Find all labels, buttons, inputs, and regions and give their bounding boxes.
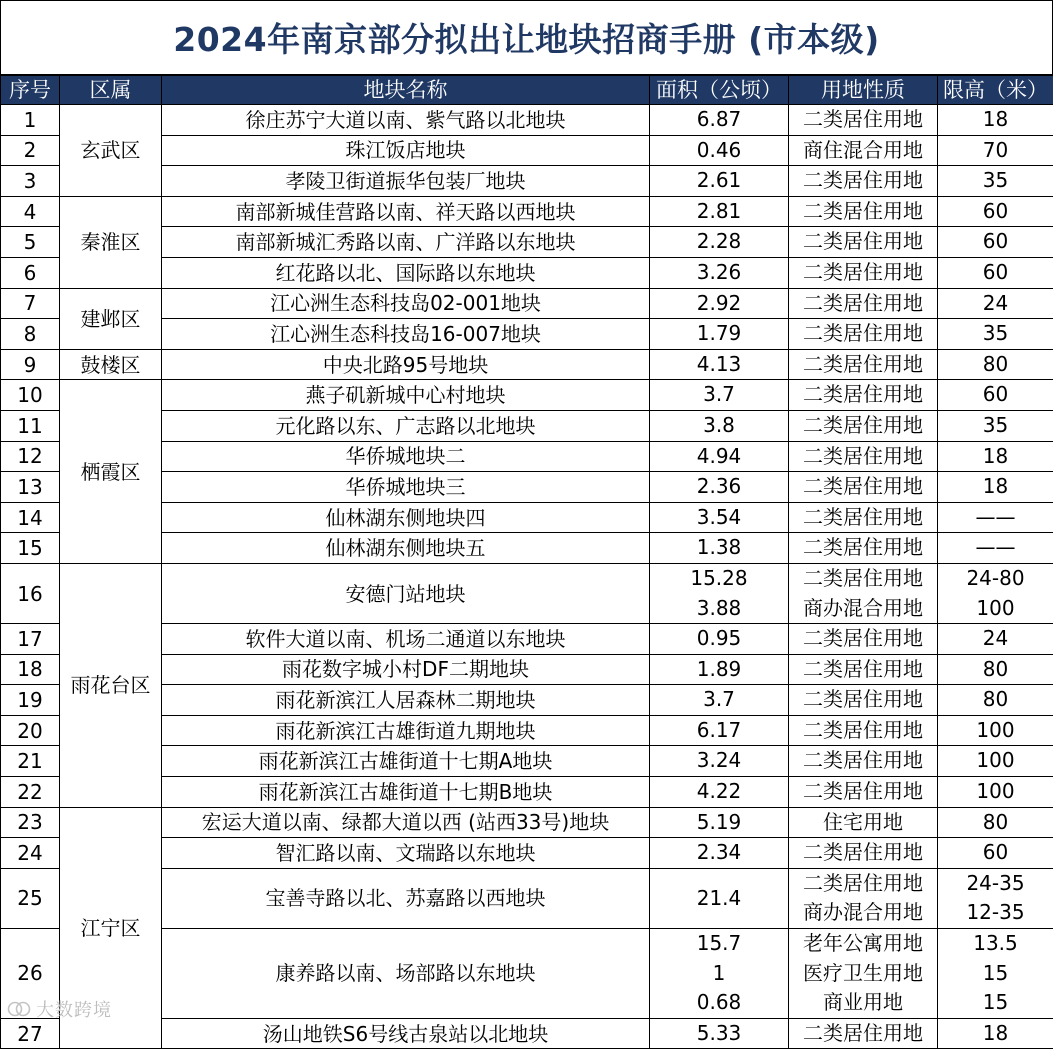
seq-cell: 11: [1, 410, 60, 441]
seq-cell: 14: [1, 502, 60, 533]
land-use-cell: [789, 807, 938, 838]
land-use-cell: [789, 624, 938, 655]
district-cell: 玄武区: [60, 105, 162, 197]
seq-cell: 9: [1, 349, 60, 380]
land-use-cell: [789, 472, 938, 503]
height-limit-cell-line: 80: [938, 685, 1053, 715]
seq-cell: 24: [1, 838, 60, 869]
height-limit-cell-line: 24: [938, 624, 1053, 654]
seq-cell: 19: [1, 685, 60, 716]
height-limit-cell: [938, 472, 1053, 503]
area-cell: [650, 838, 789, 869]
seq-cell: 18: [1, 654, 60, 685]
table-row: [1, 349, 1053, 380]
area-cell-line: 2.34: [650, 838, 788, 868]
height-limit-cell-line: 60: [938, 197, 1053, 227]
parcel-name-cell: 孝陵卫街道振华包装厂地块: [162, 166, 650, 197]
height-limit-cell: [938, 349, 1053, 380]
land-use-cell-line: 商住混合用地: [789, 136, 937, 166]
height-limit-cell: [938, 624, 1053, 655]
area-cell: [650, 929, 789, 1019]
land-use-cell: [789, 777, 938, 808]
land-use-cell: [789, 166, 938, 197]
area-cell-line: 15.28: [650, 564, 788, 594]
table-row: [1, 105, 1053, 136]
land-use-cell: [789, 196, 938, 227]
area-cell-line: 3.88: [650, 594, 788, 624]
land-use-cell: [789, 654, 938, 685]
parcel-name-cell: 红花路以北、国际路以东地块: [162, 257, 650, 288]
height-limit-cell: [938, 257, 1053, 288]
seq-cell: 3: [1, 166, 60, 197]
area-cell-line: 6.17: [650, 716, 788, 746]
area-cell-line: 4.94: [650, 442, 788, 472]
seq-cell: 26: [1, 929, 60, 1019]
area-cell-line: 2.28: [650, 227, 788, 257]
parcel-name-cell: 华侨城地块二: [162, 441, 650, 472]
area-cell-line: 3.24: [650, 746, 788, 776]
land-use-cell-line: 二类居住用地: [789, 472, 937, 502]
land-use-cell-line: 二类居住用地: [789, 289, 937, 319]
parcel-name-cell: 雨花新滨江人居森林二期地块: [162, 685, 650, 716]
height-limit-cell: [938, 319, 1053, 350]
land-use-cell-line: 二类居住用地: [789, 533, 937, 563]
seq-cell: 22: [1, 777, 60, 808]
parcel-name-cell: 江心洲生态科技岛02-001地块: [162, 288, 650, 319]
land-use-cell-line: 二类居住用地: [789, 564, 937, 594]
height-limit-cell: [938, 654, 1053, 685]
district-cell: 雨花台区: [60, 563, 162, 807]
header-district: 区属: [60, 76, 162, 105]
land-use-cell: [789, 105, 938, 136]
land-parcel-table: [0, 75, 1053, 1049]
land-use-cell: [789, 563, 938, 623]
area-cell-line: 3.8: [650, 411, 788, 441]
area-cell-line: 4.13: [650, 350, 788, 380]
land-use-cell-line: 医疗卫生用地: [789, 959, 937, 989]
table-row: [1, 380, 1053, 411]
height-limit-cell: [938, 227, 1053, 258]
area-cell-line: 3.7: [650, 685, 788, 715]
height-limit-cell-line: 18: [938, 442, 1053, 472]
table-body: [1, 105, 1053, 1049]
parcel-name-cell: 南部新城佳营路以南、祥天路以西地块: [162, 196, 650, 227]
parcel-name-cell: 中央北路95号地块: [162, 349, 650, 380]
height-limit-cell: [938, 533, 1053, 564]
seq-cell: 20: [1, 715, 60, 746]
height-limit-cell-line: 15: [938, 959, 1053, 989]
height-limit-cell: [938, 166, 1053, 197]
area-cell-line: 0.68: [650, 988, 788, 1018]
area-cell: [650, 441, 789, 472]
district-cell: 栖霞区: [60, 380, 162, 564]
land-use-cell-line: 二类居住用地: [789, 319, 937, 349]
height-limit-cell-line: 15: [938, 988, 1053, 1018]
height-limit-cell-line: 24-80: [938, 564, 1053, 594]
land-use-cell-line: 老年公寓用地: [789, 929, 937, 959]
page-title: 2024年南京部分拟出让地块招商手册 (市本级): [0, 0, 1053, 75]
land-use-cell-line: 二类居住用地: [789, 380, 937, 410]
height-limit-cell-line: 60: [938, 227, 1053, 257]
table-row: [1, 807, 1053, 838]
land-use-cell: [789, 380, 938, 411]
parcel-name-cell: 徐庄苏宁大道以南、紫气路以北地块: [162, 105, 650, 136]
area-cell: [650, 777, 789, 808]
height-limit-cell-line: 18: [938, 472, 1053, 502]
height-limit-cell: [938, 563, 1053, 623]
parcel-name-cell: 仙林湖东侧地块四: [162, 502, 650, 533]
seq-cell: 15: [1, 533, 60, 564]
area-cell-line: 1: [650, 959, 788, 989]
seq-cell: 23: [1, 807, 60, 838]
seq-cell: 27: [1, 1018, 60, 1049]
land-use-cell-line: 商业用地: [789, 988, 937, 1018]
parcel-name-cell: 汤山地铁S6号线古泉站以北地块: [162, 1018, 650, 1049]
land-use-cell: [789, 410, 938, 441]
height-limit-cell-line: ——: [938, 503, 1053, 533]
parcel-name-cell: 仙林湖东侧地块五: [162, 533, 650, 564]
table-row: [1, 196, 1053, 227]
parcel-name-cell: 安德门站地块: [162, 563, 650, 623]
parcel-name-cell: 珠江饭店地块: [162, 135, 650, 166]
land-use-cell-line: 二类居住用地: [789, 869, 937, 899]
land-use-cell: [789, 227, 938, 258]
area-cell: [650, 472, 789, 503]
height-limit-cell-line: 18: [938, 1019, 1053, 1049]
height-limit-cell-line: 80: [938, 655, 1053, 685]
height-limit-cell: [938, 441, 1053, 472]
district-cell: 鼓楼区: [60, 349, 162, 380]
height-limit-cell-line: 35: [938, 319, 1053, 349]
area-cell-line: 3.7: [650, 380, 788, 410]
land-use-cell-line: 二类居住用地: [789, 685, 937, 715]
watermark-logo-icon: [6, 1000, 32, 1018]
parcel-name-cell: 雨花数字城小村DF二期地块: [162, 654, 650, 685]
height-limit-cell-line: 100: [938, 746, 1053, 776]
height-limit-cell-line: 100: [938, 594, 1053, 624]
height-limit-cell-line: ——: [938, 533, 1053, 563]
watermark-text: 大数跨境: [36, 996, 112, 1022]
area-cell: [650, 654, 789, 685]
height-limit-cell: [938, 1018, 1053, 1049]
land-use-cell-line: 二类居住用地: [789, 746, 937, 776]
parcel-name-cell: 康养路以南、场部路以东地块: [162, 929, 650, 1019]
height-limit-cell-line: 18: [938, 105, 1053, 135]
land-use-cell-line: 二类居住用地: [789, 350, 937, 380]
seq-cell: 7: [1, 288, 60, 319]
parcel-name-cell: 元化路以东、广志路以北地块: [162, 410, 650, 441]
area-cell-line: 5.33: [650, 1019, 788, 1049]
height-limit-cell: [938, 196, 1053, 227]
seq-cell: 6: [1, 257, 60, 288]
parcel-name-cell: 江心洲生态科技岛16-007地块: [162, 319, 650, 350]
area-cell-line: 21.4: [650, 884, 788, 914]
land-use-cell-line: 二类居住用地: [789, 624, 937, 654]
land-use-cell-line: 二类居住用地: [789, 716, 937, 746]
area-cell: [650, 533, 789, 564]
district-cell: 秦淮区: [60, 196, 162, 288]
seq-cell: 2: [1, 135, 60, 166]
seq-cell: 12: [1, 441, 60, 472]
area-cell-line: 1.38: [650, 533, 788, 563]
land-use-cell: [789, 1018, 938, 1049]
parcel-name-cell: 雨花新滨江古雄街道十七期B地块: [162, 777, 650, 808]
seq-cell: 25: [1, 868, 60, 928]
area-cell: [650, 746, 789, 777]
watermark: [6, 996, 112, 1022]
seq-cell: 10: [1, 380, 60, 411]
area-cell-line: 2.81: [650, 197, 788, 227]
land-use-cell-line: 商办混合用地: [789, 898, 937, 928]
height-limit-cell: [938, 746, 1053, 777]
height-limit-cell: [938, 807, 1053, 838]
area-cell: [650, 135, 789, 166]
area-cell-line: 3.26: [650, 258, 788, 288]
height-limit-cell: [938, 502, 1053, 533]
height-limit-cell: [938, 380, 1053, 411]
land-use-cell-line: 二类居住用地: [789, 258, 937, 288]
land-use-cell-line: 二类居住用地: [789, 166, 937, 196]
seq-cell: 17: [1, 624, 60, 655]
seq-cell: 13: [1, 472, 60, 503]
land-use-cell-line: 商办混合用地: [789, 594, 937, 624]
area-cell: [650, 288, 789, 319]
parcel-name-cell: 宏运大道以南、绿都大道以西 (站西33号)地块: [162, 807, 650, 838]
table-row: [1, 563, 1053, 623]
area-cell-line: 5.19: [650, 808, 788, 838]
height-limit-cell-line: 100: [938, 777, 1053, 807]
seq-cell: 8: [1, 319, 60, 350]
seq-cell: 4: [1, 196, 60, 227]
height-limit-cell: [938, 685, 1053, 716]
area-cell: [650, 715, 789, 746]
land-use-cell: [789, 257, 938, 288]
area-cell: [650, 563, 789, 623]
height-limit-cell: [938, 105, 1053, 136]
height-limit-cell: [938, 135, 1053, 166]
header-parcel-name: 地块名称: [162, 76, 650, 105]
area-cell: [650, 227, 789, 258]
height-limit-cell-line: 60: [938, 380, 1053, 410]
area-cell-line: 1.89: [650, 655, 788, 685]
land-use-cell-line: 二类居住用地: [789, 411, 937, 441]
area-cell: [650, 196, 789, 227]
height-limit-cell: [938, 929, 1053, 1019]
height-limit-cell-line: 70: [938, 136, 1053, 166]
parcel-name-cell: 雨花新滨江古雄街道九期地块: [162, 715, 650, 746]
area-cell: [650, 1018, 789, 1049]
area-cell: [650, 257, 789, 288]
area-cell: [650, 319, 789, 350]
height-limit-cell-line: 24-35: [938, 869, 1053, 899]
parcel-name-cell: 雨花新滨江古雄街道十七期A地块: [162, 746, 650, 777]
area-cell: [650, 105, 789, 136]
area-cell-line: 0.95: [650, 624, 788, 654]
land-use-cell: [789, 441, 938, 472]
seq-cell: 1: [1, 105, 60, 136]
area-cell: [650, 685, 789, 716]
seq-cell: 21: [1, 746, 60, 777]
height-limit-cell-line: 13.5: [938, 929, 1053, 959]
land-use-cell: [789, 685, 938, 716]
land-use-cell: [789, 746, 938, 777]
table-row: [1, 288, 1053, 319]
height-limit-cell-line: 60: [938, 838, 1053, 868]
header-height-limit: 限高（米）: [938, 76, 1053, 105]
land-use-cell-line: 二类居住用地: [789, 227, 937, 257]
land-use-cell-line: 二类居住用地: [789, 777, 937, 807]
height-limit-cell-line: 60: [938, 258, 1053, 288]
area-cell: [650, 410, 789, 441]
header-area: 面积（公顷）: [650, 76, 789, 105]
area-cell: [650, 868, 789, 928]
land-use-cell-line: 二类居住用地: [789, 503, 937, 533]
land-use-cell-line: 二类居住用地: [789, 838, 937, 868]
land-use-cell: [789, 135, 938, 166]
area-cell: [650, 166, 789, 197]
parcel-name-cell: 软件大道以南、机场二通道以东地块: [162, 624, 650, 655]
land-use-cell-line: 二类居住用地: [789, 197, 937, 227]
seq-cell: 5: [1, 227, 60, 258]
district-cell: 江宁区: [60, 807, 162, 1049]
height-limit-cell-line: 35: [938, 411, 1053, 441]
height-limit-cell-line: 80: [938, 350, 1053, 380]
land-use-cell: [789, 838, 938, 869]
area-cell-line: 15.7: [650, 929, 788, 959]
land-use-cell: [789, 502, 938, 533]
header-land-use: 用地性质: [789, 76, 938, 105]
area-cell-line: 3.54: [650, 503, 788, 533]
area-cell: [650, 807, 789, 838]
height-limit-cell-line: 100: [938, 716, 1053, 746]
height-limit-cell: [938, 410, 1053, 441]
parcel-name-cell: 燕子矶新城中心村地块: [162, 380, 650, 411]
area-cell-line: 4.22: [650, 777, 788, 807]
parcel-name-cell: 南部新城汇秀路以南、广洋路以东地块: [162, 227, 650, 258]
area-cell-line: 2.61: [650, 166, 788, 196]
land-use-cell: [789, 929, 938, 1019]
area-cell-line: 6.87: [650, 105, 788, 135]
height-limit-cell: [938, 288, 1053, 319]
height-limit-cell-line: 24: [938, 289, 1053, 319]
area-cell-line: 2.92: [650, 289, 788, 319]
land-use-cell: [789, 319, 938, 350]
area-cell: [650, 380, 789, 411]
parcel-name-cell: 智汇路以南、文瑞路以东地块: [162, 838, 650, 869]
height-limit-cell-line: 80: [938, 808, 1053, 838]
area-cell-line: 0.46: [650, 136, 788, 166]
height-limit-cell: [938, 715, 1053, 746]
land-use-cell: [789, 533, 938, 564]
header-seq: 序号: [1, 76, 60, 105]
table-header-row: [1, 76, 1053, 105]
area-cell: [650, 502, 789, 533]
height-limit-cell-line: 35: [938, 166, 1053, 196]
land-use-cell: [789, 715, 938, 746]
land-use-cell: [789, 288, 938, 319]
land-use-cell-line: 住宅用地: [789, 808, 937, 838]
seq-cell: 16: [1, 563, 60, 623]
height-limit-cell: [938, 838, 1053, 869]
parcel-name-cell: 华侨城地块三: [162, 472, 650, 503]
land-use-cell: [789, 349, 938, 380]
height-limit-cell: [938, 868, 1053, 928]
parcel-name-cell: 宝善寺路以北、苏嘉路以西地块: [162, 868, 650, 928]
land-use-cell-line: 二类居住用地: [789, 442, 937, 472]
area-cell: [650, 349, 789, 380]
height-limit-cell: [938, 777, 1053, 808]
area-cell-line: 2.36: [650, 472, 788, 502]
height-limit-cell-line: 12-35: [938, 898, 1053, 928]
land-use-cell-line: 二类居住用地: [789, 105, 937, 135]
district-cell: 建邺区: [60, 288, 162, 349]
land-use-cell-line: 二类居住用地: [789, 655, 937, 685]
land-use-cell: [789, 868, 938, 928]
area-cell: [650, 624, 789, 655]
area-cell-line: 1.79: [650, 319, 788, 349]
land-use-cell-line: 二类居住用地: [789, 1019, 937, 1049]
